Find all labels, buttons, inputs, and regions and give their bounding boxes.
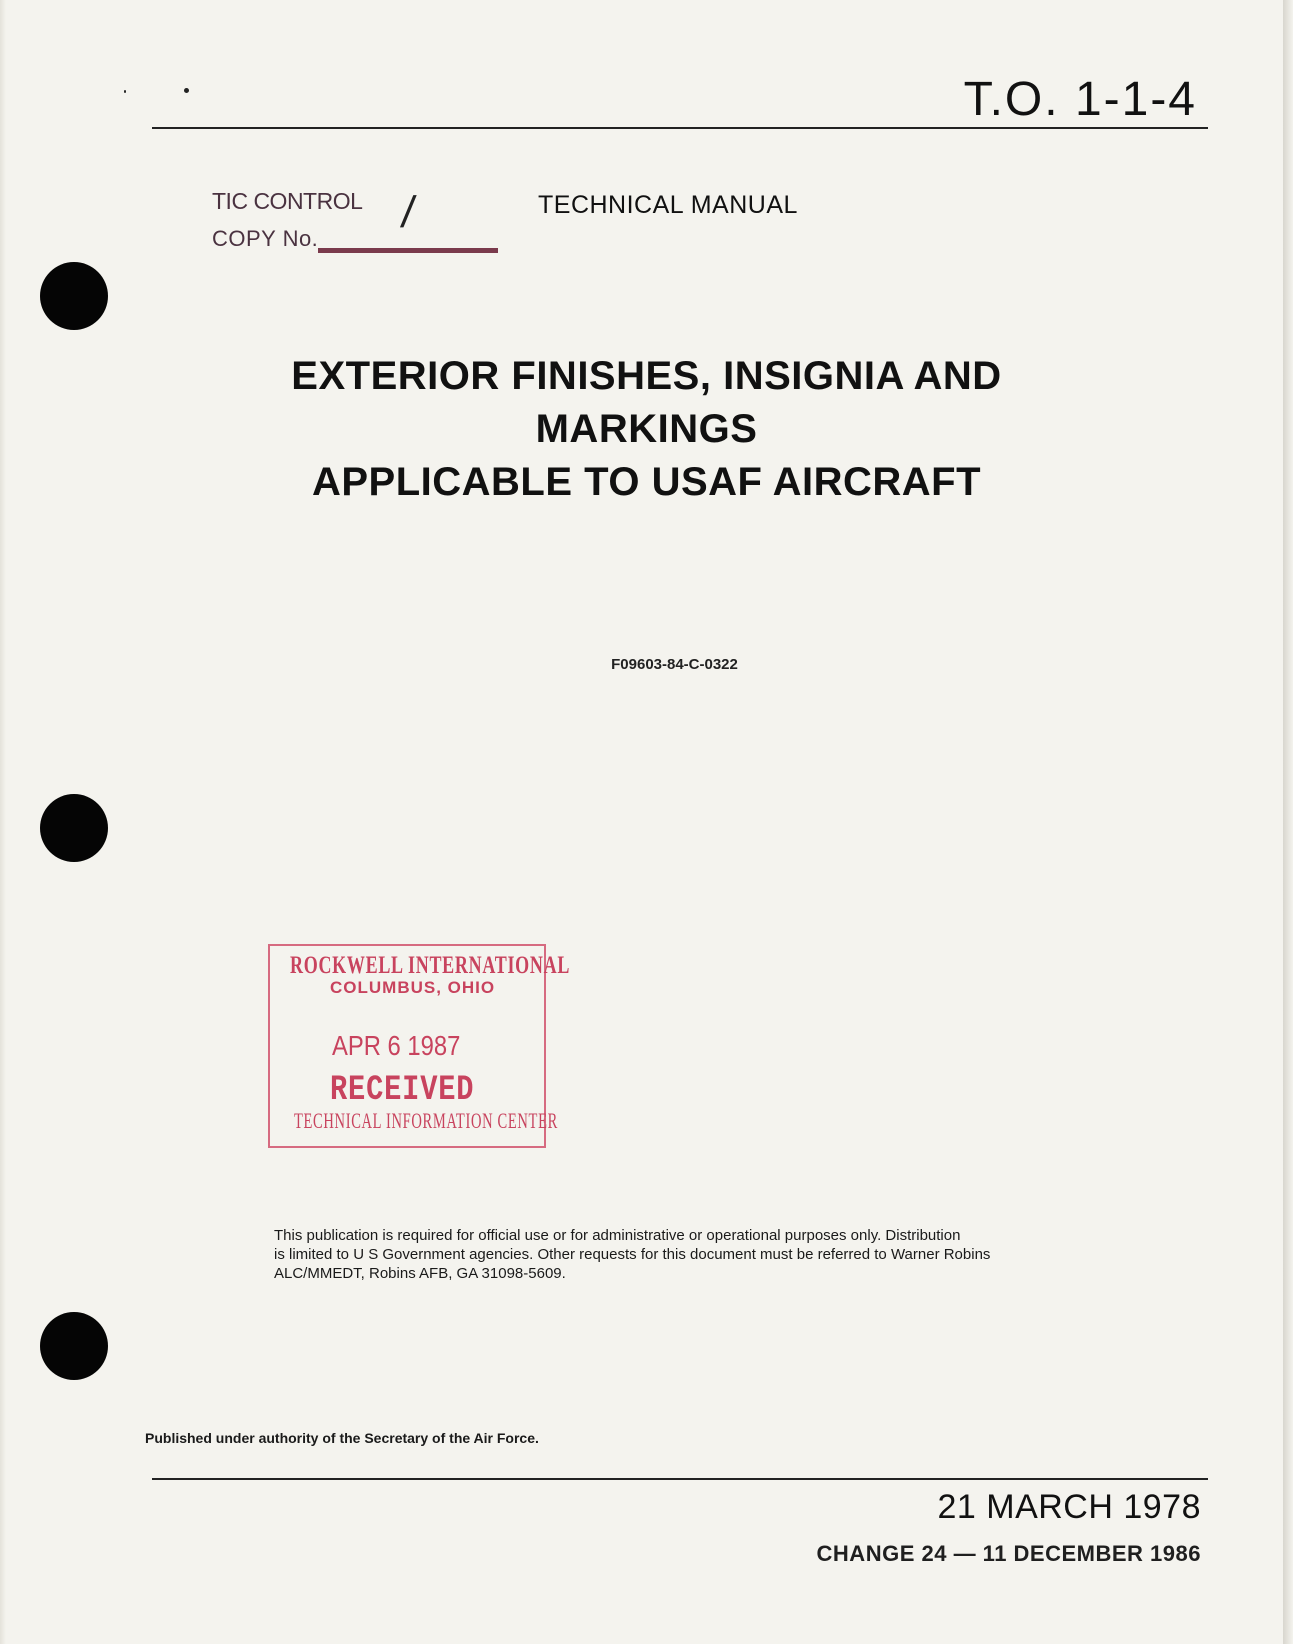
footer-rule [152,1478,1208,1480]
copy-number-underline [318,248,498,253]
header-rule [152,127,1208,129]
publication-authority: Published under authority of the Secretary of the Air Force. [145,1430,539,1446]
notice-line: This publication is required for official use or for administrative or operational purposes only. Distribution [274,1227,961,1244]
binder-hole-top [40,262,108,330]
stamp-center: TECHNICAL INFORMATION CENTER [294,1108,558,1133]
scan-speck [124,90,126,93]
change-notice: CHANGE 24 — 11 DECEMBER 1986 [816,1541,1201,1566]
contract-number: F09603-84-C-0322 [611,656,738,673]
control-stamp-line2: COPY No. [212,226,319,251]
notice-line: is limited to U S Government agencies. Other requests for this document must be referred to Warner Robins [274,1246,991,1263]
binder-hole-bottom [40,1312,108,1380]
control-stamp-line1: TIC CONTROL [212,188,363,214]
title-line: APPLICABLE TO USAF AIRCRAFT [311,460,982,504]
stamp-company: ROCKWELL INTERNATIONAL [290,952,571,979]
document-title [0,350,1293,509]
publication-date: 21 MARCH 1978 [937,1488,1201,1526]
notice-line: ALC/MMEDT, Robins AFB, GA 31098-5609. [274,1265,566,1282]
page-left-edge [0,0,6,1644]
stamp-status: RECEIVED [330,1070,475,1110]
manual-type-label: TECHNICAL MANUAL [538,191,798,219]
title-line: MARKINGS [535,407,758,451]
distribution-notice [274,1226,1074,1283]
control-copy-stamp [212,182,512,262]
stamp-date: APR 6 1987 [332,1030,461,1061]
binder-hole-middle [40,794,108,862]
stamp-city: COLUMBUS, OHIO [330,978,496,997]
title-line: EXTERIOR FINISHES, INSIGNIA AND [291,354,1002,398]
scan-speck [184,88,189,93]
received-stamp [268,944,571,1148]
copy-number-mark: / [398,188,418,237]
technical-order-number: T.O. 1-1-4 [963,73,1197,126]
page-right-edge [1283,0,1293,1644]
